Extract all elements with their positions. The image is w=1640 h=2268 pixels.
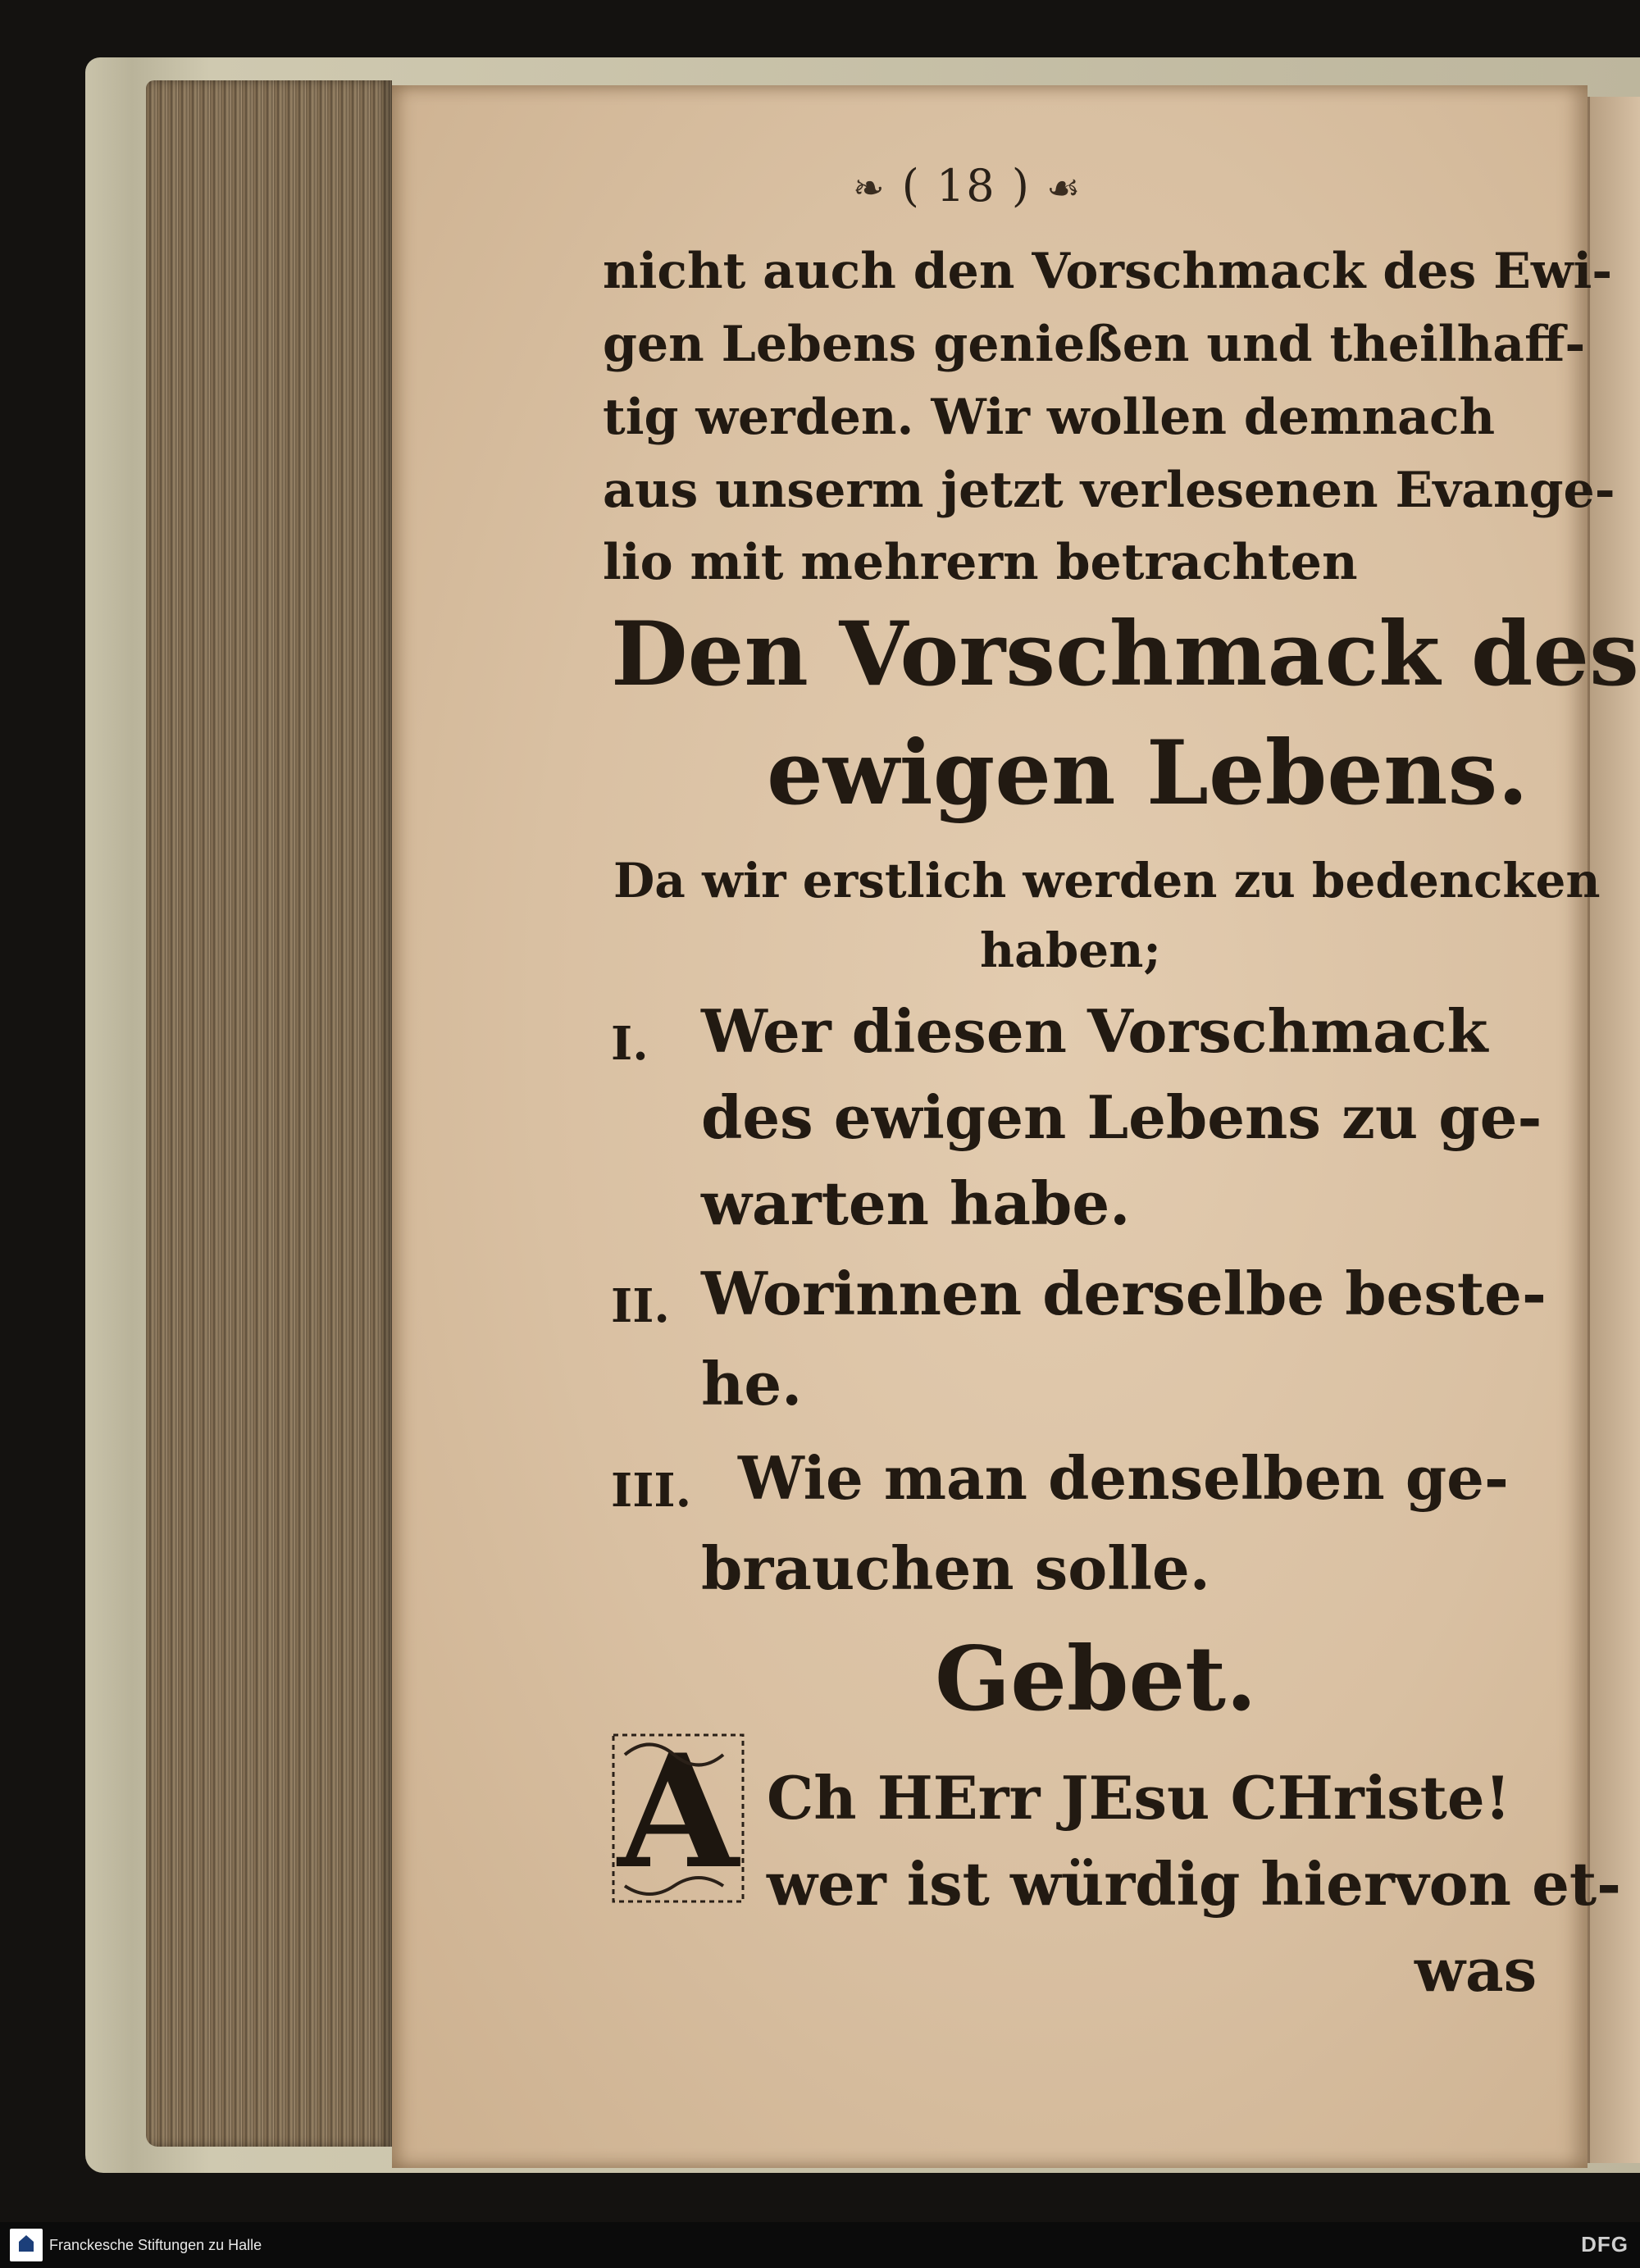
point-line: Wie man denselben ge- <box>738 1443 1509 1513</box>
viewer-footer <box>0 2222 1640 2268</box>
point-line: warten habe. <box>701 1168 1131 1238</box>
catchword: was <box>1414 1935 1538 2005</box>
body-line: tig werden. Wir wollen demnach <box>603 389 1496 446</box>
institution-logo-icon <box>10 2229 43 2261</box>
page-number-header <box>853 160 1082 212</box>
intro-line: Da wir erstlich werden zu bedencken <box>613 853 1601 909</box>
drop-cap-letter: A <box>617 1720 739 1903</box>
prayer-heading: Gebet. <box>935 1628 1257 1731</box>
dfg-logo: DFG <box>1581 2232 1629 2257</box>
body-line: lio mit mehrern betrachten <box>603 534 1358 591</box>
ornament-right-icon: ☙ <box>1046 166 1082 210</box>
point-line: brauchen solle. <box>701 1533 1210 1603</box>
point-number: III. <box>611 1464 692 1518</box>
body-line: aus unserm jetzt verlesenen Evange- <box>603 462 1615 519</box>
decorated-initial <box>608 1720 748 1906</box>
intro-line: haben; <box>980 922 1161 978</box>
point-line: he. <box>701 1349 803 1419</box>
point-number: II. <box>611 1279 670 1333</box>
prayer-line: wer ist würdig hiervon et- <box>767 1849 1622 1919</box>
prayer-line: Ch HErr JEsu CHriste! <box>767 1763 1511 1833</box>
section-title: ewigen Lebens. <box>767 722 1528 825</box>
ornament-left-icon: ❧ <box>853 166 886 210</box>
body-line: nicht auch den Vorschmack des Ewi- <box>603 243 1613 300</box>
point-line: des ewigen Lebens zu ge- <box>701 1082 1542 1152</box>
point-number: I. <box>611 1017 649 1071</box>
page-edges <box>146 80 392 2147</box>
page-number: ( 18 ) <box>901 160 1031 212</box>
section-title: Den Vorschmack des <box>611 603 1639 706</box>
point-line: Worinnen derselbe beste- <box>701 1259 1547 1328</box>
body-line: gen Lebens genießen und theilhaff- <box>603 316 1586 373</box>
institution-name: Franckesche Stiftungen zu Halle <box>49 2237 262 2253</box>
point-line: Wer diesen Vorschmack <box>701 996 1488 1066</box>
